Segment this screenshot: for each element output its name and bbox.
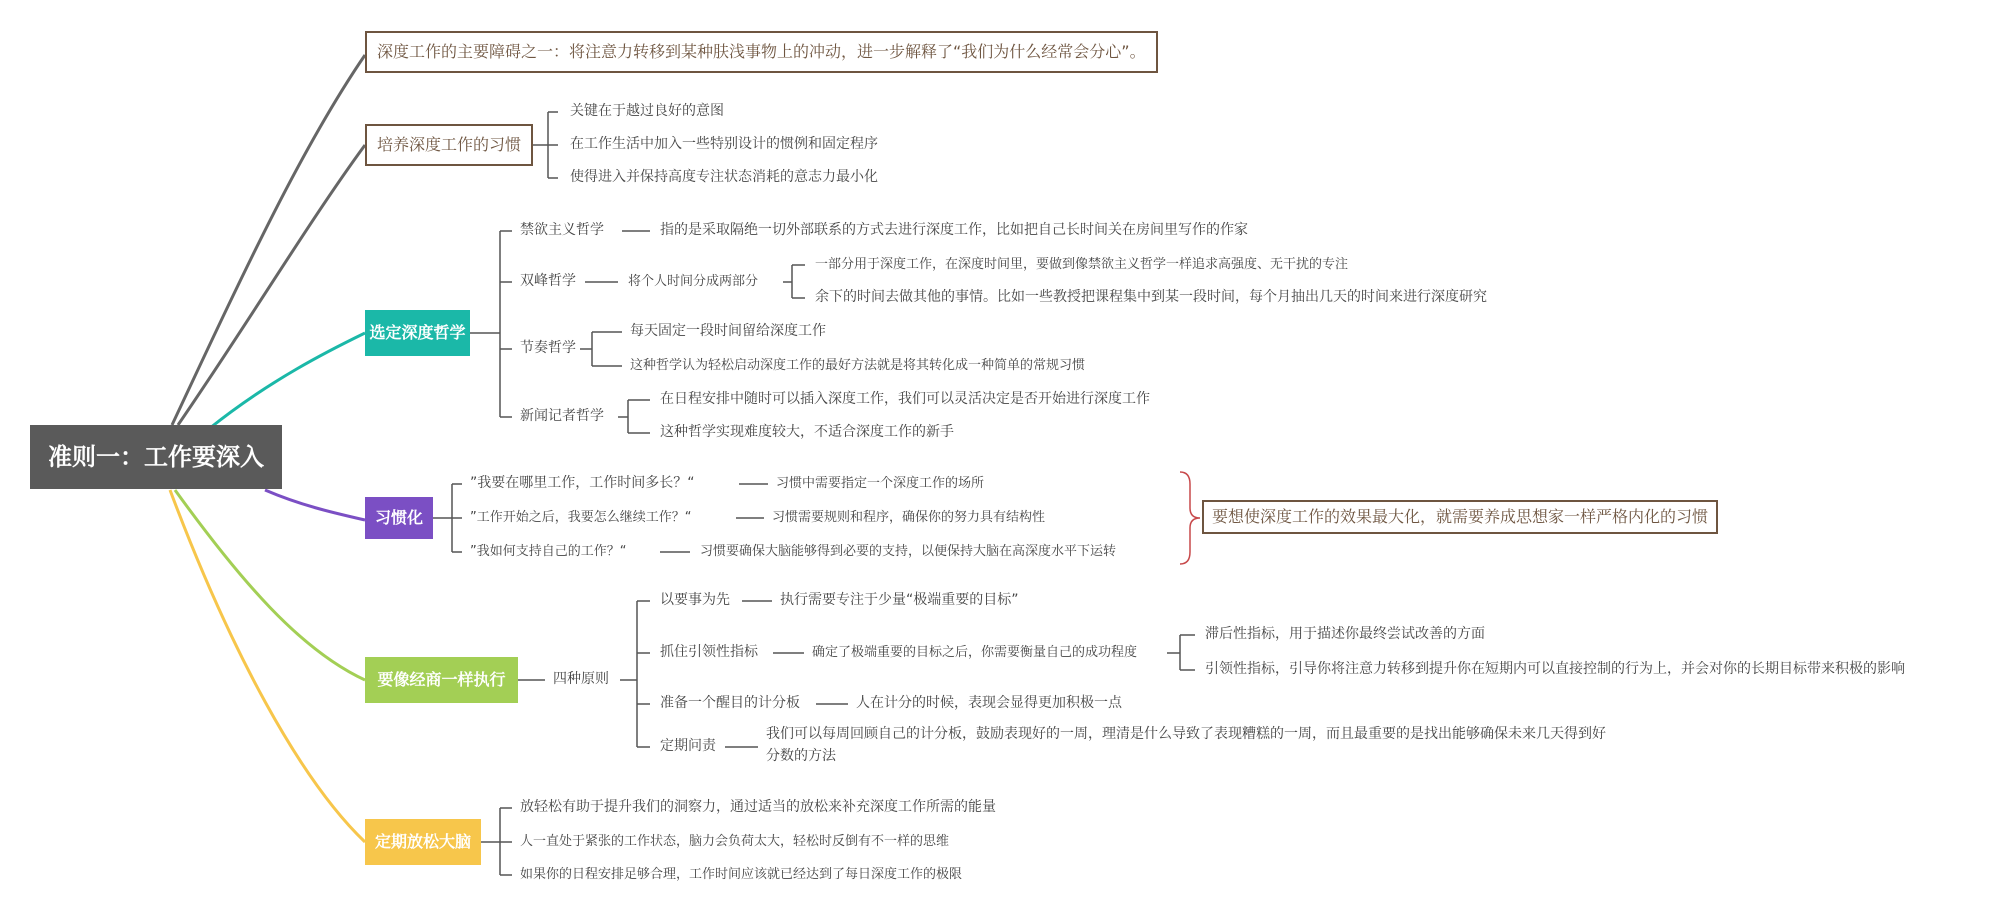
- journalistic-item: 这种哲学实现难度较大，不适合深度工作的新手: [660, 424, 954, 440]
- discipline-scoreboard: 准备一个醒目的计分板: [660, 695, 800, 711]
- root-topic[interactable]: 准则一：工作要深入: [30, 425, 282, 489]
- rest-item: 人一直处于紧张的工作状态，脑力会负荷太大，轻松时反倒有不一样的思维: [520, 834, 950, 849]
- rest-item: 放轻松有助于提升我们的洞察力，通过适当的放松来补充深度工作所需的能量: [520, 799, 996, 815]
- rhythmic-item: 这种哲学认为轻松启动深度工作的最好方法就是将其转化成一种简单的常规习惯: [630, 358, 1086, 373]
- ritual-answer: 习惯要确保大脑能够得到必要的支持，以便保持大脑在高深度水平下运转: [700, 544, 1117, 559]
- discipline-accountability: 定期问责: [660, 738, 716, 754]
- discipline-detail: 人在计分的时候，表现会显得更加积极一点: [856, 695, 1122, 711]
- philosophy-rhythmic: 节奏哲学: [520, 340, 576, 356]
- ritual-question: ”我要在哪里工作，工作时间多长？“: [470, 475, 695, 491]
- ritual-summary-note[interactable]: 要想使深度工作的效果最大化，就需要养成思想家一样严格内化的习惯: [1202, 500, 1718, 534]
- philosophy-journalistic: 新闻记者哲学: [520, 408, 604, 424]
- ritual-answer: 习惯中需要指定一个深度工作的场所: [776, 476, 985, 491]
- four-disciplines: 四种原则: [553, 671, 609, 687]
- philosophy-monastic-detail: 指的是采取隔绝一切外部联系的方式去进行深度工作，比如把自己长时间关在房间里写作的作家: [660, 222, 1248, 238]
- bimodal-item: 一部分用于深度工作，在深度时间里，要做到像禁欲主义哲学一样追求高强度、无干扰的专注: [815, 257, 1349, 272]
- habit-item: 在工作生活中加入一些特别设计的惯例和固定程序: [570, 136, 878, 152]
- rhythmic-item: 每天固定一段时间留给深度工作: [630, 323, 826, 339]
- topic-ritualize[interactable]: 习惯化: [365, 497, 433, 539]
- discipline-wildly-important: 以要事为先: [660, 592, 730, 608]
- philosophy-bimodal: 双峰哲学: [520, 273, 576, 289]
- topic-rest-brain[interactable]: 定期放松大脑: [365, 819, 481, 865]
- discipline-detail: 分数的方法: [766, 748, 836, 764]
- bimodal-item: 余下的时间去做其他的事情。比如一些教授把课程集中到某一段时间，每个月抽出几天的时间来进行深度研究: [815, 289, 1487, 305]
- discipline-detail: 我们可以每周回顾自己的计分板，鼓励表现好的一周，理清是什么导致了表现糟糕的一周，而且最重要的是找出能够确保未来几天得到好: [766, 726, 1606, 742]
- topic-choose-philosophy[interactable]: 选定深度哲学: [365, 310, 470, 356]
- philosophy-monastic: 禁欲主义哲学: [520, 222, 604, 238]
- habit-item: 关键在于越过良好的意图: [570, 103, 724, 119]
- journalistic-item: 在日程安排中随时可以插入深度工作，我们可以灵活决定是否开始进行深度工作: [660, 391, 1150, 407]
- rest-item: 如果你的日程安排足够合理，工作时间应该就已经达到了每日深度工作的极限: [520, 867, 963, 882]
- lead-measure: 引领性指标，引导你将注意力转移到提升你在短期内可以直接控制的行为上，并会对你的长期目标带来积极的影响: [1205, 661, 1905, 677]
- ritual-answer: 习惯需要规则和程序，确保你的努力具有结构性: [772, 510, 1046, 525]
- discipline-detail: 确定了极端重要的目标之后，你需要衡量自己的成功程度: [812, 645, 1138, 660]
- bimodal-mid: 将个人时间分成两部分: [628, 274, 759, 289]
- discipline-lead-measures: 抓住引领性指标: [660, 644, 758, 660]
- topic-execute-like-business[interactable]: 要像经商一样执行: [365, 657, 518, 703]
- topic-distraction-obstacle[interactable]: 深度工作的主要障碍之一：将注意力转移到某种肤浅事物上的冲动，进一步解释了“我们为什么经常会分心”。: [365, 31, 1158, 73]
- ritual-question: ”工作开始之后，我要怎么继续工作？“: [470, 510, 692, 525]
- discipline-detail: 执行需要专注于少量“极端重要的目标”: [780, 592, 1019, 608]
- ritual-question: ”我如何支持自己的工作？“: [470, 544, 627, 559]
- topic-deep-work-habit[interactable]: 培养深度工作的习惯: [365, 124, 533, 166]
- lag-measure: 滞后性指标，用于描述你最终尝试改善的方面: [1205, 626, 1485, 642]
- habit-item: 使得进入并保持高度专注状态消耗的意志力最小化: [570, 169, 878, 185]
